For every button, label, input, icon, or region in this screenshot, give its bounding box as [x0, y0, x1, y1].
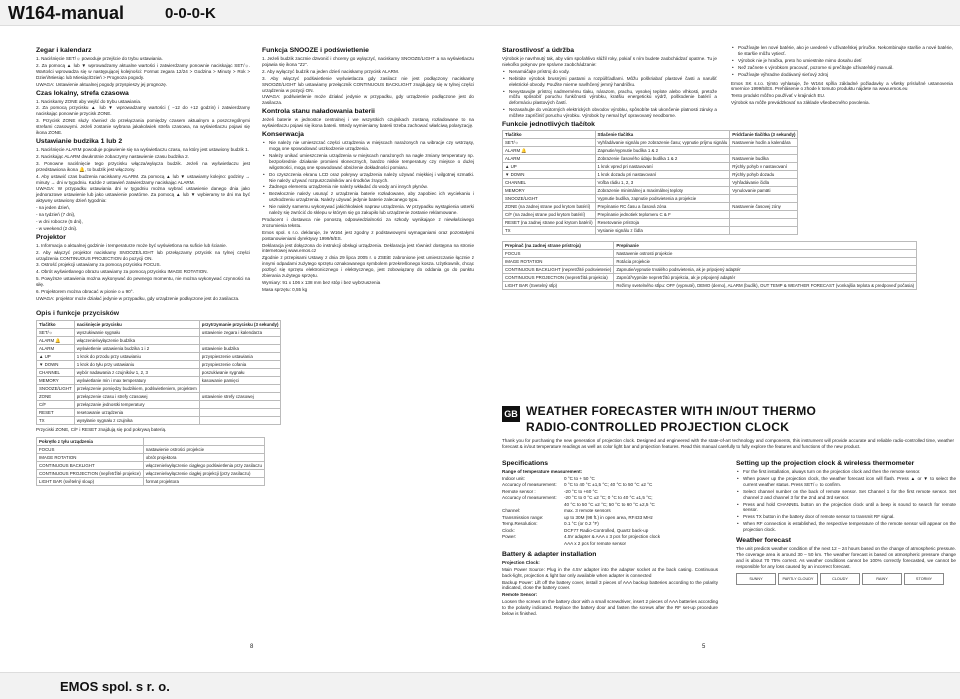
table-row — [37, 453, 265, 461]
spec-key: Transmission range: — [502, 514, 544, 520]
table-cell: Vysianie signálu z čidla — [595, 227, 730, 235]
table-cell: Voľba rádiu 1, 2, 3 — [595, 179, 730, 187]
table-cell: ALARM — [503, 155, 596, 163]
snooze-list — [262, 56, 474, 106]
table-cell: Prepínanie jednotiek teplomeru C & F — [595, 211, 730, 219]
table-row — [37, 368, 281, 376]
spec-row — [502, 495, 718, 501]
table-cell: poszukiwanie sygnału — [199, 368, 281, 376]
list-item: Deklaracja jest dołączona do instrukcji obsługi urządzenia. Deklaracja jest również dostępna na stronie internetowej www.emos.cz — [262, 242, 474, 254]
spec-row — [502, 508, 718, 514]
list-item: • Používajte len nové batérie, ako je uvedené v užívateľskej príručke. Nekombinujte staršie a nové batérie, tie staršie môžu vytiecť. — [731, 45, 953, 57]
spec-row — [502, 534, 718, 540]
column-polish-2 — [262, 45, 474, 370]
table-cell: przyspieszenie cofania — [199, 360, 281, 368]
table-header-row — [503, 242, 917, 250]
table-row — [503, 274, 917, 282]
table-cell: ustawienie budzika — [199, 344, 281, 352]
list-item: 1. Informacja o aktualnej godzinie i temperaturze może być wyświetlona na suficie lub ścianie. — [36, 242, 227, 248]
table-cell: Vynulovanie pamäti — [730, 187, 798, 195]
spec-subheading: Range of temperature measurement: — [502, 469, 583, 474]
table-cell: Nastavenie časovej zóny — [730, 203, 798, 211]
spec-key — [502, 502, 564, 508]
list-item: 4. Obrót wyświetlanego obrazu ustawiamy za pomocą przycisku IMAGE ROTATION. — [36, 269, 208, 275]
table-row — [37, 328, 281, 336]
spec-key — [502, 541, 564, 547]
list-item: 4. Aby ustawić czas budzenia naciskamy ALARM. Za pomocą ▲ lub ▼ ustawiamy kolejno: godziny → minuty → dni w tygodniu. Każde z ustawień zatwierdzamy naciskając ALARM. — [36, 173, 250, 185]
heading-opis: Opis i funkcje przycisków — [36, 309, 120, 317]
column-polish-1 — [36, 45, 279, 659]
table-row — [503, 250, 917, 258]
list-item: 3. Ponowne naciśnięcie tego przycisku włącza/wyłącza budzik. Jeżeli na wyświetlaczu jest przedstawiona ikona 🔔, to budzik jest włączony. — [36, 160, 250, 172]
list-item: 5. Powyższe ustawienia można wykonywać do pewnego momentu, nie można wykonywać czynności na siłę. — [36, 276, 250, 288]
table-cell: Nastavenie budíka — [730, 155, 798, 163]
table-cell: IMAGE ROTATION — [37, 453, 144, 461]
table-cell: TX — [37, 416, 75, 424]
table-cell: Režimy svetelného stĺpu: OFF (vypnuté), DEMO (demo), ALARM (budík), OUT TEMP & WEATHER FORECAST (vonkajšia teplota & predpoveď počasia) — [614, 282, 917, 290]
table-cell — [730, 227, 798, 235]
col4-permit: Výrobok sa môže prevádzkovať na základe všeobecného povolenia. — [731, 100, 870, 106]
list-item: • Press TX button in the battery door of remote sensor to transmit RF signal. — [736, 514, 956, 520]
table-cell — [199, 416, 281, 424]
table-cell: format projektora — [143, 477, 264, 485]
list-item: 2. Aby wyłączyć budzik na jeden dzień naciskamy przycisk ALARM. — [262, 68, 400, 74]
table-row — [37, 384, 281, 392]
spec-row — [502, 502, 718, 508]
table-cell: SET/☼ — [503, 139, 596, 147]
col4-bullets — [731, 45, 953, 78]
table-cell: włączenie/wyłączenie ciągłej projekcji (przy zasilaczu) — [143, 469, 264, 477]
list-item: UWAGA: podświetlenie może działać jedynie w przypadku, gdy urządzenie podłączone jest do zasilacza. — [262, 94, 474, 106]
table-cell: SET/☼ — [37, 328, 75, 336]
table-cell: wyświetlanie min i max temperatury — [74, 376, 199, 384]
table-cell: FOCUS — [503, 250, 614, 258]
table-row — [503, 203, 798, 211]
table-cell: wysyłanie sygnału z czujnika — [74, 416, 199, 424]
spec-value: 4.5V adapter & AAA x 3 pcs for projection clock — [564, 534, 661, 540]
list-item: 2. Aby włączyć projektor naciskamy SNOOZE/LIGHT lub przełączamy przycisk na tylnej części urządzenia CONTINUOUS PROJECTION do pozycji ON. — [36, 249, 250, 261]
heading-zegar: Zegar i kalendarz — [36, 47, 92, 54]
spec-value: 0 °C to 40 °C ±1,5 °C; 40 °C to 50 °C ±2 °C — [564, 482, 653, 488]
list-item: 2. Za pomocą przycisku ▲ lub ▼ wprowadzamy wartości ( −12 do +12 godzin) i zatwierdzamy naciskając ponownie przycisk ZONE. — [36, 105, 250, 117]
heading-starostlivost: Starostlivosť a údržba — [502, 47, 574, 54]
spec-key: Temp.Resolution: — [502, 521, 538, 527]
page-number-right: 5 — [702, 644, 706, 650]
spec-key: Accuracy of measurement: — [502, 495, 557, 501]
table-cell: Resetovanie prístroja — [595, 219, 730, 227]
page-number-left: 8 — [250, 644, 254, 650]
list-item: 2. Naciskając ALARM dwukrotnie zobaczymy nastawienie czasu budzika 2. — [36, 153, 189, 159]
table-cell: ▼ DOWN — [503, 171, 596, 179]
spec-row — [502, 482, 718, 488]
table-header-cell: naciśnięcie przycisku — [74, 320, 199, 328]
battery-subheading: Projection Clock: — [502, 559, 540, 565]
table-cell: IMAGE ROTATION — [503, 258, 614, 266]
table-cell: Prepínanie RC času a časová zóna — [595, 203, 730, 211]
heading-strefa: Czas lokalny, strefa czasowa — [36, 89, 129, 97]
table-cell: ▼ DOWN — [37, 360, 75, 368]
table-cell: Zobrazenie časového údaju budíka 1 & 2 — [595, 155, 730, 163]
table-row — [503, 258, 917, 266]
list-item: 6. Projektorem można obracać w pionie o ± 90°. — [36, 289, 134, 295]
weather-icon-stormy: STORMY — [904, 573, 944, 585]
remote-text: Loosen the screws on the battery door with a small screwdriver, insert 2 pieces of AAA batteries according to the polarity indicated. Replace the battery door and fasten the screws after the RF set-up procedure below is finished. — [502, 599, 718, 617]
table-row — [37, 408, 281, 416]
kontrola-text: Jeżeli baterie w jednostce centralnej i we wszystkich czujnikach zostaną rozładowane to na wyświetlaczu pojawi się ikona baterii. Wtedy wymieniamy baterii trzeba zachować właściwą polaryzację. — [262, 117, 474, 129]
manual-code: 0-0-0-K — [165, 5, 216, 22]
switches-table-sk — [502, 241, 917, 290]
list-item: Emos spol. s r.o. deklaruje, że W164 jest zgodny z podstawowymi wymaganiami oraz pozostałymi postanowieniami dyrektywy 1999/5/ES. — [262, 229, 474, 241]
column-slovak-2 — [731, 45, 953, 195]
weather-icon-partly-cloudy: PARTLY CLOUDY — [778, 573, 818, 585]
table-row — [503, 282, 917, 290]
list-item: • For the first installation, always turn on the projection clock and then the remote sensor. — [736, 469, 956, 475]
list-item: 1. Naciśnięcie ALARM powoduje pojawienie się na wyświetlaczu czasu, na który jest ustawiony budzik 1. — [36, 146, 249, 152]
strefa-list — [36, 99, 250, 136]
table-cell: Rýchly pohyb v nastavovaní — [730, 163, 798, 171]
table-row — [37, 360, 281, 368]
list-item: 3. Ostrość projekcji ustawiamy za pomocą przycisku FOCUS. — [36, 262, 161, 268]
table-cell: przełączenie czasu i strefy czasowej — [74, 392, 199, 400]
table-cell: ZONE (na zadnej strane pod krytom batérií) — [503, 203, 596, 211]
list-item: • Než začnete s výrobkom pracovať, pozorne si prečítajte užívateľský manuál. — [731, 65, 953, 71]
table-row — [37, 469, 265, 477]
col4-declaration: Emos SK s.r.o. týmto vyhlasuje, že W164 spĺňa základné požiadavky a všetky príslušné ustanovenia smernice 1999/5/ES. Prehlásenie o zhode k tomuto produktu nájdete na www.emos.eu — [731, 80, 953, 92]
table-row — [37, 336, 281, 344]
list-item: • Bezwłocznie należy usunąć z urządzenia baterie rozładowane, aby zapobiec ich wyciekaniu i uszkodzeniu urządzenia. Należy używać jedynie baterie zalecanego typu. — [262, 191, 474, 203]
table-header-row — [37, 437, 265, 445]
spec-value: 0.1 °C (or 0.2 °F) — [564, 521, 599, 527]
footer-brand: EMOS spol. s r. o. — [60, 679, 170, 694]
manual-title: W164-manual — [8, 3, 125, 23]
list-item: Zgodnie z przepisami Ustawy z dnia 29 lipca 2005 r. o ZSEiE zabronione jest umieszczanie łącznie z innymi odpadami zużytego sprzętu oznakowanego symbolem przekreślonego kosza. Użytkownik, chcąc pozbyć się sprzętu elektronicznego i elektrycznego, jest zobowiązany do oddania go do punktu zbierania zużytego sprzętu. — [262, 255, 474, 279]
remote-subheading: Remote Sensor: — [502, 592, 538, 598]
table-cell: MEMORY — [503, 187, 596, 195]
table-cell: TX — [503, 227, 596, 235]
table-cell: Rotácia projekcie — [614, 258, 917, 266]
list-item: 2. Za pomocą ▲ lub ▼ wprowadzamy aktualne wartości i zatwierdzamy ponownie naciskając SET/☼. Wartości wprowadza się w następującej kolejności: Format zegara 12/24 > Godzina > Minuty > Rok > Dzień/Miesiąc lub Miesiąc/Dzień > Prognoza pogody. — [36, 62, 250, 80]
table-row — [503, 266, 917, 274]
table-cell: 1 krok dozadu pri nastavovaní — [595, 171, 730, 179]
table-cell: C/F — [37, 400, 75, 408]
gb-title-1: WEATHER FORECASTER WITH IN/OUT THERMO — [526, 404, 817, 418]
list-item: 3. Aby włączyć podświetlenie wyświetlacza gdy zasilacz nie jest podłączony naciskamy SNOOZE/LIGHT lub ustawiamy przełącznik CONTINUOUS BACKLIGHT znajdujący się w tylnej części urządzenia w pozycji ON. — [262, 75, 474, 93]
gb-title-2: RADIO-CONTROLLED PROJECTION CLOCK — [526, 420, 790, 434]
list-item: UWAGA: W przypadku ustawiania dni w tygodniu można wybrać ustawienie danego dnia jako jednorazowe ustawienie lub jako ustawienie powtórne. Za pomocą ▲ lub ▼ wybieramy te dni ma być aktywny ustawiony dzień tygodnia: — [36, 186, 250, 204]
spec-key: Power: — [502, 534, 517, 540]
konserwacja-list — [262, 140, 474, 216]
table-cell: ▲ UP — [37, 352, 75, 360]
weather-icon-rainy: RAINY — [862, 573, 902, 585]
battery-text: Main Power Source: Plug in the 4.5V adapter into the adapter socket at the back casing. Continuous back-light, projection & light bar only available when adapter is connected — [502, 566, 718, 578]
heading-weather-forecast: Weather forecast — [736, 537, 792, 545]
table-cell: przełączanie jednostki temperatury — [74, 400, 199, 408]
table-cell — [199, 400, 281, 408]
table-cell: LIGHT BAR (Svetelný stĺp) — [503, 282, 614, 290]
list-item: • Nezasahujte do vnútorných elektrických obvodov výrobku, spôsobíte tak ukončenie platnosti záruky a môžete zapríčiniť poruchu výrobku. Výrobok by nemal byť opravovaný neodborne. — [502, 107, 717, 119]
table-header-cell: Prepínač (na zadnej strane prístroja) — [503, 242, 614, 250]
table-header-cell: Tlačítko — [37, 320, 75, 328]
table-row — [37, 477, 265, 485]
table-cell: ALARM 🔔 — [37, 336, 75, 344]
table-cell: Vyhľadávanie signálu pre zobrazenie času; vypnutie príjmu signálu — [595, 139, 730, 147]
heading-funkcie: Funkcie jednotlivých tlačítok — [502, 121, 595, 129]
col4-eu: Tento produkt môžno používať v krajinách EU. — [731, 93, 826, 99]
zegar-list — [36, 56, 250, 88]
spec-value: -20 °C to 0 °C ±2 °C; 0 °C to 40 °C ±1,5 °C; — [564, 495, 653, 501]
table-cell: Nastavenie hodín a kalendára — [730, 139, 798, 147]
table-cell: włączenie/wyłączenie ciągłego podświetlenia przy zasilaczu — [143, 461, 264, 469]
table-row — [37, 416, 281, 424]
table-cell — [199, 408, 281, 416]
spec-row — [502, 528, 718, 534]
table-header-cell: Pridržanie tlačítka (3 sekundy) — [730, 131, 798, 139]
table-header-cell — [143, 437, 264, 445]
table-cell: Vyhľadávanie čidla — [730, 179, 798, 187]
spec-value: -20 °C to +60 °C — [564, 488, 598, 494]
list-item: - w dni robocze (5 dni), — [36, 218, 83, 224]
table-cell: przełączenie pomiędzy budzikiem, podświetleniem, projektem — [74, 384, 199, 392]
list-item: UWAGA: projektor może działać jedynie w przypadku, gdy urządzenie podłączone jest do zasilacza. — [36, 296, 240, 301]
table-cell: SNOOZE/LIGHT — [503, 195, 596, 203]
table-cell: 1 krok vpred pri nastavovaní — [595, 163, 730, 171]
spec-key: Accuracy of measurement: — [502, 482, 557, 488]
tail-list — [262, 217, 474, 293]
list-item: • Do czyszczenia ekranu LCD oraz pokrywy urządzenia należy używać miękkiej i wilgotnej szmatki. Nie należy używać rozpuszczalników ani środków żrących. — [262, 172, 474, 184]
spec-key: Remote sensor : — [502, 488, 536, 494]
setup-list — [736, 469, 956, 533]
table-cell: ustawienie strefy czasowej — [199, 392, 281, 400]
heading-specifications: Specifications — [502, 460, 549, 467]
table-row — [37, 461, 265, 469]
list-item: 1. Naciśnięcie SET/☼ powoduje przejście do trybu ustawiania. — [36, 56, 163, 61]
table-cell: kasowanie pamięci — [199, 376, 281, 384]
table-cell — [730, 211, 798, 219]
list-item: 3. Przycisk ZONE służy również do przełączania pomiędzy czasem aktualnym a poszczególnymi strefami czasowymi. Jeżeli zostanie wybrana jakakolwiek strefa czasowa, na wyświetlaczu pojawi się ikona ZONE. — [36, 118, 250, 136]
list-item: Producent i dostawca nie ponoszą odpowiedzialności za szkody wynikające z niewłaściwego zrozumienia tekstu. — [262, 216, 474, 228]
table-cell: Zapnutie/vypnutie trvalého podsvietenia, ak je pripojený adaptér — [614, 266, 917, 274]
list-item: - w weekend (2 dni). — [36, 225, 78, 231]
table-cell: Vypnutie budíka, zapnutie podsvietenia a projekcie — [595, 195, 730, 203]
spec-key: Clock: — [502, 527, 515, 533]
table-header-cell: Pokrętło z tyłu urządzenia — [37, 437, 144, 445]
table-cell: ALARM — [37, 344, 75, 352]
table-row — [37, 445, 265, 453]
spec-row — [502, 541, 718, 547]
budzik-list — [36, 147, 250, 232]
buttons-table-pl — [36, 320, 281, 425]
spec-value: DCF77 Radio-Controlled, Quartz back-up — [564, 527, 649, 533]
table-cell: wyszukiwanie sygnału — [74, 328, 199, 336]
projektor-list — [36, 243, 250, 302]
table-cell: ALARM 🔔 — [503, 147, 596, 155]
spec-value: up to 30M (98 ft.) in open area, RF433 MHz — [564, 514, 653, 520]
list-item: 1. Jeżeli budzik zacznie dzwonić i chcemy go wyłączyć, naciskamy SNOOZE/LIGHT a na wyświetlaczu pojawia się ikona "Zz". — [262, 56, 474, 67]
weather-icon-sunny: SUNNY — [736, 573, 776, 585]
table-cell — [730, 195, 798, 203]
spec-value: AAA x 2 pcs for remote sensor — [564, 540, 627, 546]
table-cell: wybór nadawania z czujników 1, 2, 3 — [74, 368, 199, 376]
table-cell: CHANNEL — [503, 179, 596, 187]
backup-text: Backup Power: Lift off the battery cover, install 3 pieces of AAA backup batteries according to the polarity indicated, close the battery cover. — [502, 579, 718, 591]
table-cell — [199, 384, 281, 392]
table-cell: FOCUS — [37, 445, 144, 453]
table-cell: 1 krok do tyłu przy ustawianiu — [74, 360, 199, 368]
table-cell: CONTINUOUS PROJECTION (nepřetržité projekce) — [37, 469, 144, 477]
list-item: • Nenamáčajte prístroj do vody. — [502, 69, 717, 75]
table-cell: 1 krok do przodu przy ustawianiu — [74, 352, 199, 360]
list-item: 1. Naciskamy ZONE aby wejść do trybu ustawiania. — [36, 98, 142, 104]
table-row — [37, 344, 281, 352]
table-header-cell: Stlačenie tlačítka — [595, 131, 730, 139]
weather-icon-cloudy: CLOUDY — [820, 573, 860, 585]
table-cell: przyspieszenie ustawiania — [199, 352, 281, 360]
table-cell: CONTINUOUS BACKLIGHT — [37, 461, 144, 469]
spec-value: 0 °C to + 50 °C — [564, 475, 595, 481]
table-cell: Zapnutie/vypnutie budíka 1 & 2 — [595, 147, 730, 155]
table-cell: Zobrazenie minimálnej a maximálnej teploty — [595, 187, 730, 195]
list-item: • Press and hold CHANNEL button on the projection clock until a beep is sound to search for remote sensor. — [736, 502, 956, 514]
heading-battery: Battery & adapter installation — [502, 550, 597, 558]
spec-list — [502, 476, 718, 547]
list-item: Wymiary: 91 x 106 x 138 mm bez stóp i bez wybrzuszenia — [262, 280, 381, 285]
page-header — [0, 0, 960, 26]
table-cell: Nastavenie ostrosti projekcie — [614, 250, 917, 258]
spec-value: max. 3 remote sensors — [564, 508, 611, 514]
table-cell: wyświetlenie ustawienia budzika 1 i 2 — [74, 344, 199, 352]
table-note: Przyciski ZONE, C/F i RESET znajdują się pod pokrywą baterią. — [36, 426, 167, 432]
table-row — [37, 392, 281, 400]
table-header-cell: Tlačítko — [503, 131, 596, 139]
table-cell: ▲ UP — [503, 163, 596, 171]
knobs-table-pl — [36, 437, 265, 486]
table-cell: MEMORY — [37, 376, 75, 384]
list-item: • Používajte výhradne dodávaný sieťový zdroj — [731, 72, 953, 78]
list-item: • Nebitúte výrobok brusnými pastami a rozpúšťadlami. Môžu poškriabať plastové časti a narušiť elektrické obvody. Použite mierne navlhčený jemný handričku. — [502, 76, 717, 88]
page-footer — [0, 672, 960, 699]
list-item: • Nevystavujte prístroj nadmernému tlaku, nárazom, prachu, vysokej teplote alebo vlhkosti, pretože môžu spôsobiť poruchu funkčnosti výrobku, kratšiu energetickú výdrž, poškodenie batérií a deformáciu plastových častí. — [502, 89, 717, 107]
table-row — [503, 219, 798, 227]
table-row — [37, 376, 281, 384]
table-cell: RESET (na zadnej strane pod krytom batérií) — [503, 219, 596, 227]
table-row — [503, 211, 798, 219]
starostlivost-text: Výrobok je navrhnutý tak, aby vám spoľahlivo slúžil roky, pokiaľ s ním budete zaobchádzať opatrne. Tu je niekoľko pokynov pre správne zaobchádzanie: — [502, 56, 717, 67]
gb-column-1 — [502, 458, 718, 648]
spec-key: Channel: — [502, 508, 521, 514]
spec-row — [502, 489, 718, 495]
table-cell: ustawienie zegara i kalendarza — [199, 328, 281, 336]
heading-kontrola: Kontrola stanu naładowania baterii — [262, 108, 375, 116]
spec-row — [502, 515, 718, 521]
table-row — [37, 400, 281, 408]
list-item: • Żadnego elementu urządzenia nie należy wkładać do wody ani innych płynów. — [262, 184, 474, 190]
heading-konserwacja: Konserwacja — [262, 131, 304, 139]
list-item: • Nie należy samemu wykonywać jakichkolwiek napraw urządzenia. W przypadku wystąpienia usterki należy się zwrócić do sklepu w którym się go zakupiło lub urządzenie zostanie reklamowane. — [262, 204, 474, 216]
table-cell: resetowanie urządzenia — [74, 408, 199, 416]
spec-row — [502, 476, 718, 482]
list-item: UWAGA: Ustawienie aktualnej pogody przyspieszy jej prognozę. — [36, 81, 168, 87]
table-cell: włączenie/wyłączenie budzika — [74, 336, 199, 344]
table-row — [503, 195, 798, 203]
list-item: • Výrobok nie je hračka, preto ho umiestnite mimo dosahu detí — [731, 58, 953, 64]
heading-setup: Setting up the projection clock & wireless thermometer — [736, 460, 915, 467]
table-cell: CHANNEL — [37, 368, 75, 376]
list-item: - na tydzień (7 dni), — [36, 212, 76, 218]
list-item: Masa sprzętu: 0,55 kg — [262, 286, 308, 292]
table-header-row — [37, 320, 281, 328]
table-cell: CONTINUOUS PROJECTION (nepretržitá projekcia) — [503, 274, 614, 282]
heading-snooze: Funkcja SNOOZE i podświetlenie — [262, 47, 369, 54]
list-item: • When RF connection is established, the respective temperature of the remote sensor will appear on the projection clock. — [736, 521, 956, 533]
table-cell: CONTINUOUS BACKLIGHT (nepretržité podsvietenie) — [503, 266, 614, 274]
table-row — [503, 227, 798, 235]
table-cell — [730, 219, 798, 227]
starostlivost-list — [502, 69, 717, 119]
heading-budzik: Ustawianie budzika 1 lub 2 — [36, 137, 123, 145]
table-cell: obrót projektora — [143, 453, 264, 461]
gb-column-2 — [736, 458, 956, 648]
table-cell: Rýchly pohyb dozadu — [730, 171, 798, 179]
list-item: • Select channel number on the back of remote sensor. Set Channel 1 for the first remote sensor. Set channel 2 and channel 3 for the 2nd and 3rd sensor. — [736, 489, 956, 501]
list-item: • Należy unikać umieszczenia urządzenia w miejscach narażonych na nagłe zmiany temperatury np. bezpośrednie działanie promieni słonecznych, bardzo niskie temperatury czy miejsce o dużej wilgotności, mogą one spowodować obniżenie dokładności pomiaru. — [262, 153, 474, 171]
table-cell: nastawienie ostrości projekcie — [143, 445, 264, 453]
table-cell: C/F (na zadnej strane pod krytom batérií) — [503, 211, 596, 219]
list-item: - na jeden dzień, — [36, 205, 70, 211]
weather-icons-row — [736, 573, 956, 585]
table-cell: SNOOZE/LIGHT — [37, 384, 75, 392]
table-cell: ZONE — [37, 392, 75, 400]
spec-key: Indoor unit: — [502, 475, 525, 481]
table-header-cell: Prepínanie — [614, 242, 917, 250]
gb-intro: Thank you for purchasing the new generation of projection clock. Designed and engineered with the state-of-art technology and components, this instrument will provide accurate and reliable radio-controlled time, weather forecast & in/out temperature readings as well as color light bar and projection features. Read this manual carefully to fully explore the features and functions of the new product. — [502, 438, 954, 449]
weather-forecast-text: The unit predicts weather condition of the next 12 – 24 hours based on the change of atmospheric pressure. The coverage area is around 30 – 50 km. The weather forecast is based on atmospheric pressure change and is about 70 75% correct. As weather conditions cannot be 100% correctly forecasted, we cannot be responsible for any loss caused by an incorrect forecast. — [736, 546, 956, 569]
list-item: • Nie należy nie umieszczać części urządzenia w miejscach narażonych na wibracje czy wstrząsy, mogą one spowodować uszkodzenie urządzenia. — [262, 140, 474, 152]
table-cell: LIGHT BAR (světelný sloup) — [37, 477, 144, 485]
spec-value: 40 °C to 50 °C ±2 °C; 50 °C to 60 °C ±2,5 °C — [564, 501, 655, 507]
table-cell: RESET — [37, 408, 75, 416]
list-item: • When power up the projection clock, the weather forecast icon will flash. Press ▲ or ▼ to select the current weather status. Press SET/☼ to confirm. — [736, 476, 956, 488]
table-header-cell: przytrzymanie przycisku (3 sekundy) — [199, 320, 281, 328]
table-row — [37, 352, 281, 360]
spec-row — [502, 521, 718, 527]
heading-projektor: Projektor — [36, 233, 66, 241]
table-cell: Zapnúť/Vypnúte nepretržitú projekcia, ak je pripojený adaptér — [614, 274, 917, 282]
gb-badge: GB — [502, 406, 520, 422]
